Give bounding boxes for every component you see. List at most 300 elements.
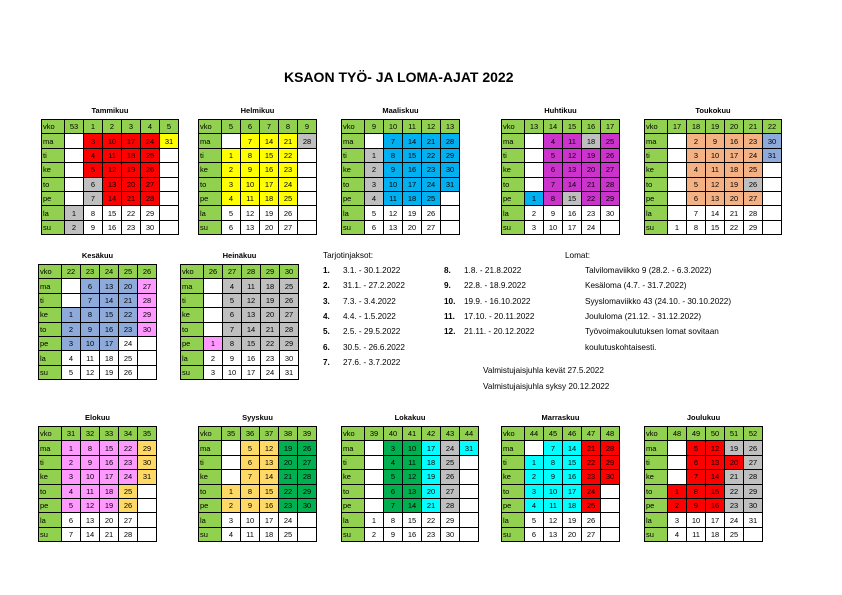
day-cell: 22 bbox=[582, 455, 601, 469]
row-label: pe bbox=[42, 191, 65, 205]
day-cell bbox=[298, 220, 317, 234]
row-label: pe bbox=[39, 336, 62, 350]
month-elokuu bbox=[38, 413, 157, 542]
day-cell: 9 bbox=[384, 527, 403, 541]
day-cell: 7 bbox=[544, 441, 563, 455]
day-cell bbox=[668, 455, 687, 469]
day-cell: 30 bbox=[141, 220, 160, 234]
day-cell: 29 bbox=[744, 484, 763, 498]
day-cell bbox=[601, 484, 620, 498]
day-cell bbox=[668, 134, 687, 148]
day-cell bbox=[65, 148, 84, 162]
day-cell: 18 bbox=[261, 279, 280, 293]
day-cell: 20 bbox=[582, 163, 601, 177]
row-label: la bbox=[181, 351, 204, 365]
day-cell: 23 bbox=[422, 527, 441, 541]
row-label: to bbox=[39, 484, 62, 498]
period-number: 3. bbox=[323, 296, 330, 306]
day-cell: 21 bbox=[582, 177, 601, 191]
day-cell: 19 bbox=[725, 177, 744, 191]
day-cell: 14 bbox=[563, 441, 582, 455]
week-number: 35 bbox=[222, 427, 241, 441]
day-row bbox=[645, 513, 763, 527]
day-row bbox=[39, 322, 157, 336]
day-cell: 28 bbox=[298, 470, 317, 484]
month-table bbox=[198, 426, 317, 542]
day-cell: 14 bbox=[103, 191, 122, 205]
month-title: Elokuu bbox=[84, 413, 110, 422]
week-number: 37 bbox=[260, 427, 279, 441]
day-cell: 29 bbox=[138, 441, 157, 455]
day-cell: 15 bbox=[403, 513, 422, 527]
day-cell: 23 bbox=[119, 455, 138, 469]
day-cell bbox=[298, 191, 317, 205]
day-cell bbox=[525, 134, 544, 148]
day-cell: 22 bbox=[261, 336, 280, 350]
day-cell: 8 bbox=[81, 441, 100, 455]
week-number: 35 bbox=[138, 427, 157, 441]
day-cell: 19 bbox=[122, 163, 141, 177]
week-number: 13 bbox=[441, 120, 460, 134]
day-cell: 23 bbox=[279, 498, 298, 512]
month-table bbox=[341, 426, 479, 542]
day-cell bbox=[525, 177, 544, 191]
day-cell: 26 bbox=[601, 148, 620, 162]
day-cell: 17 bbox=[422, 441, 441, 455]
row-label: su bbox=[39, 527, 62, 541]
day-cell bbox=[365, 498, 384, 512]
row-label: ke bbox=[342, 470, 365, 484]
period-number: 12. bbox=[444, 327, 456, 337]
day-cell: 17 bbox=[242, 365, 261, 379]
period-dates: 3.1. - 30.1.2022 bbox=[343, 266, 401, 275]
holiday-item: Työvoimakoulutuksen lomat sovitaan bbox=[585, 327, 719, 337]
day-cell: 5 bbox=[241, 441, 260, 455]
day-cell: 12 bbox=[260, 441, 279, 455]
day-cell: 11 bbox=[384, 191, 403, 205]
day-cell: 28 bbox=[601, 177, 620, 191]
week-number: 28 bbox=[242, 265, 261, 279]
day-cell bbox=[138, 513, 157, 527]
row-label: la bbox=[502, 513, 525, 527]
row-label: ma bbox=[199, 134, 222, 148]
day-cell: 11 bbox=[544, 498, 563, 512]
day-cell: 15 bbox=[706, 484, 725, 498]
day-cell: 4 bbox=[668, 527, 687, 541]
day-cell: 22 bbox=[582, 191, 601, 205]
day-cell bbox=[668, 148, 687, 162]
month-table bbox=[198, 119, 317, 235]
day-cell: 3 bbox=[62, 470, 81, 484]
day-cell bbox=[204, 322, 223, 336]
row-label: la bbox=[199, 206, 222, 220]
day-cell: 4 bbox=[223, 279, 242, 293]
day-cell: 26 bbox=[141, 163, 160, 177]
period-number: 7. bbox=[323, 357, 330, 367]
day-cell: 6 bbox=[384, 484, 403, 498]
day-cell: 23 bbox=[725, 498, 744, 512]
day-cell bbox=[138, 351, 157, 365]
day-cell: 22 bbox=[119, 441, 138, 455]
day-cell: 15 bbox=[563, 455, 582, 469]
day-row bbox=[342, 498, 479, 512]
day-row bbox=[199, 206, 317, 220]
day-cell: 5 bbox=[544, 148, 563, 162]
month-toukokuu bbox=[644, 106, 782, 235]
day-row bbox=[199, 513, 317, 527]
day-cell bbox=[525, 148, 544, 162]
row-label: su bbox=[39, 365, 62, 379]
day-cell: 20 bbox=[422, 484, 441, 498]
day-cell: 5 bbox=[687, 441, 706, 455]
day-cell: 24 bbox=[261, 365, 280, 379]
day-cell: 15 bbox=[260, 484, 279, 498]
day-cell bbox=[160, 177, 179, 191]
day-cell: 14 bbox=[100, 293, 119, 307]
day-cell: 7 bbox=[544, 177, 563, 191]
day-cell bbox=[668, 441, 687, 455]
day-cell: 2 bbox=[222, 163, 241, 177]
week-number: 8 bbox=[279, 120, 298, 134]
row-label: to bbox=[502, 484, 525, 498]
day-cell: 21 bbox=[725, 470, 744, 484]
day-row bbox=[42, 220, 179, 234]
period-dates: 19.9. - 16.10.2022 bbox=[464, 296, 531, 306]
day-cell: 3 bbox=[384, 441, 403, 455]
day-row bbox=[181, 351, 299, 365]
day-cell: 6 bbox=[62, 513, 81, 527]
day-cell: 8 bbox=[687, 220, 706, 234]
row-label: ti bbox=[502, 148, 525, 162]
day-cell: 1 bbox=[525, 455, 544, 469]
row-label: pe bbox=[645, 191, 668, 205]
day-row bbox=[181, 308, 299, 322]
week-row bbox=[39, 427, 157, 441]
day-cell: 25 bbox=[744, 163, 763, 177]
day-cell: 17 bbox=[563, 484, 582, 498]
day-row bbox=[645, 191, 782, 205]
day-cell: 12 bbox=[242, 293, 261, 307]
day-cell: 7 bbox=[384, 498, 403, 512]
week-number: 47 bbox=[582, 427, 601, 441]
row-label: to bbox=[645, 177, 668, 191]
day-cell: 26 bbox=[279, 206, 298, 220]
day-cell: 31 bbox=[441, 177, 460, 191]
day-row bbox=[342, 470, 479, 484]
day-cell: 26 bbox=[744, 441, 763, 455]
day-cell bbox=[298, 206, 317, 220]
day-row bbox=[199, 177, 317, 191]
day-cell: 19 bbox=[260, 206, 279, 220]
day-cell: 2 bbox=[525, 470, 544, 484]
day-row bbox=[502, 177, 620, 191]
day-cell: 14 bbox=[706, 206, 725, 220]
day-cell: 19 bbox=[261, 293, 280, 307]
day-cell: 5 bbox=[222, 206, 241, 220]
day-cell: 22 bbox=[725, 484, 744, 498]
day-row bbox=[342, 191, 460, 205]
row-label: ma bbox=[39, 279, 62, 293]
row-label: la bbox=[645, 206, 668, 220]
holiday-item: Joululoma (21.12. - 31.12.2022) bbox=[585, 311, 702, 321]
week-number: 50 bbox=[706, 427, 725, 441]
day-cell: 12 bbox=[241, 206, 260, 220]
day-cell: 9 bbox=[384, 163, 403, 177]
day-cell: 8 bbox=[84, 206, 103, 220]
day-row bbox=[39, 484, 157, 498]
period-number: 1. bbox=[323, 266, 330, 275]
day-cell bbox=[525, 163, 544, 177]
day-cell: 4 bbox=[525, 498, 544, 512]
month-title: Heinäkuu bbox=[222, 251, 257, 260]
day-row bbox=[39, 527, 157, 541]
row-label: la bbox=[342, 206, 365, 220]
week-number: 49 bbox=[687, 427, 706, 441]
day-cell: 12 bbox=[706, 441, 725, 455]
day-row bbox=[342, 455, 479, 469]
day-cell: 1 bbox=[65, 206, 84, 220]
day-cell bbox=[138, 484, 157, 498]
day-cell bbox=[298, 148, 317, 162]
day-cell: 22 bbox=[422, 148, 441, 162]
day-cell: 13 bbox=[384, 220, 403, 234]
day-cell: 25 bbox=[279, 191, 298, 205]
week-row bbox=[342, 427, 479, 441]
day-cell: 26 bbox=[280, 293, 299, 307]
day-row bbox=[502, 484, 620, 498]
day-row bbox=[645, 163, 782, 177]
row-label: la bbox=[502, 206, 525, 220]
row-label: ke bbox=[39, 470, 62, 484]
day-cell: 24 bbox=[582, 220, 601, 234]
day-cell: 16 bbox=[563, 206, 582, 220]
day-cell: 1 bbox=[365, 513, 384, 527]
day-cell: 10 bbox=[103, 134, 122, 148]
day-cell bbox=[222, 455, 241, 469]
day-cell bbox=[460, 498, 479, 512]
row-label: la bbox=[342, 513, 365, 527]
row-label: ti bbox=[502, 455, 525, 469]
day-cell: 29 bbox=[601, 455, 620, 469]
day-cell: 20 bbox=[725, 191, 744, 205]
day-cell: 18 bbox=[260, 527, 279, 541]
day-cell: 21 bbox=[422, 134, 441, 148]
day-cell: 25 bbox=[601, 134, 620, 148]
day-cell: 12 bbox=[103, 163, 122, 177]
day-row bbox=[645, 148, 782, 162]
week-number: 17 bbox=[601, 120, 620, 134]
day-cell: 8 bbox=[81, 308, 100, 322]
day-cell bbox=[460, 513, 479, 527]
row-label: ma bbox=[502, 441, 525, 455]
row-label: la bbox=[199, 513, 222, 527]
day-cell: 29 bbox=[280, 336, 299, 350]
day-cell: 17 bbox=[403, 177, 422, 191]
day-cell: 5 bbox=[62, 498, 81, 512]
day-cell: 14 bbox=[706, 470, 725, 484]
day-cell bbox=[441, 206, 460, 220]
day-cell: 16 bbox=[403, 163, 422, 177]
day-row bbox=[39, 470, 157, 484]
day-cell: 11 bbox=[563, 134, 582, 148]
day-cell: 21 bbox=[422, 498, 441, 512]
day-cell: 28 bbox=[744, 470, 763, 484]
day-row bbox=[199, 527, 317, 541]
day-cell: 16 bbox=[242, 351, 261, 365]
row-label: ke bbox=[42, 163, 65, 177]
week-number: 15 bbox=[563, 120, 582, 134]
row-label: la bbox=[42, 206, 65, 220]
day-cell: 3 bbox=[525, 220, 544, 234]
row-label: ke bbox=[342, 163, 365, 177]
month-table bbox=[644, 426, 763, 542]
day-cell: 10 bbox=[241, 177, 260, 191]
row-label: pe bbox=[181, 336, 204, 350]
week-row bbox=[42, 120, 179, 134]
day-cell: 15 bbox=[260, 148, 279, 162]
day-cell: 5 bbox=[384, 470, 403, 484]
day-cell: 29 bbox=[744, 220, 763, 234]
row-label: su bbox=[42, 220, 65, 234]
day-cell: 24 bbox=[744, 148, 763, 162]
month-table bbox=[341, 119, 460, 235]
week-number: 41 bbox=[403, 427, 422, 441]
row-label: pe bbox=[502, 191, 525, 205]
day-cell: 27 bbox=[141, 177, 160, 191]
day-cell: 21 bbox=[279, 470, 298, 484]
holiday-item: Syyslomaviikko 43 (24.10. - 30.10.2022) bbox=[585, 296, 732, 306]
day-cell: 7 bbox=[384, 134, 403, 148]
day-cell: 3 bbox=[365, 177, 384, 191]
day-cell: 13 bbox=[544, 527, 563, 541]
month-title: Kesäkuu bbox=[81, 251, 114, 260]
day-row bbox=[645, 177, 782, 191]
day-cell: 18 bbox=[422, 455, 441, 469]
row-label: vko bbox=[181, 265, 204, 279]
day-row bbox=[39, 498, 157, 512]
day-cell: 23 bbox=[122, 220, 141, 234]
day-cell: 30 bbox=[280, 351, 299, 365]
day-cell: 19 bbox=[563, 513, 582, 527]
day-cell: 16 bbox=[725, 134, 744, 148]
day-cell: 24 bbox=[582, 484, 601, 498]
day-cell: 3 bbox=[222, 177, 241, 191]
week-row bbox=[39, 265, 157, 279]
row-label: pe bbox=[199, 191, 222, 205]
row-label: vko bbox=[645, 427, 668, 441]
periods-title: Tarjotinjaksot: bbox=[323, 251, 374, 260]
week-number: 22 bbox=[62, 265, 81, 279]
day-cell: 11 bbox=[241, 191, 260, 205]
day-cell: 7 bbox=[687, 470, 706, 484]
day-cell: 13 bbox=[563, 163, 582, 177]
day-cell: 9 bbox=[241, 163, 260, 177]
day-cell: 8 bbox=[223, 336, 242, 350]
row-label: ti bbox=[342, 455, 365, 469]
day-cell: 25 bbox=[422, 191, 441, 205]
day-cell: 16 bbox=[403, 527, 422, 541]
day-cell: 15 bbox=[403, 148, 422, 162]
period-dates: 2.5. - 29.5.2022 bbox=[343, 327, 401, 337]
row-label: su bbox=[342, 220, 365, 234]
day-cell bbox=[138, 498, 157, 512]
day-cell: 2 bbox=[62, 455, 81, 469]
day-cell bbox=[160, 191, 179, 205]
day-cell bbox=[298, 177, 317, 191]
day-cell: 27 bbox=[441, 484, 460, 498]
day-cell: 10 bbox=[241, 513, 260, 527]
day-cell: 23 bbox=[422, 163, 441, 177]
day-cell: 5 bbox=[62, 365, 81, 379]
day-cell: 12 bbox=[81, 365, 100, 379]
week-row bbox=[645, 120, 782, 134]
day-cell: 10 bbox=[403, 441, 422, 455]
day-row bbox=[42, 206, 179, 220]
lomat-title: Lomat: bbox=[565, 251, 591, 260]
row-label: vko bbox=[39, 427, 62, 441]
day-row bbox=[502, 527, 620, 541]
day-cell: 1 bbox=[365, 148, 384, 162]
week-number: 46 bbox=[563, 427, 582, 441]
day-cell bbox=[65, 177, 84, 191]
day-cell: 25 bbox=[441, 455, 460, 469]
month-maaliskuu bbox=[341, 106, 460, 235]
row-label: ke bbox=[645, 470, 668, 484]
day-row bbox=[342, 206, 460, 220]
day-cell: 19 bbox=[422, 470, 441, 484]
day-cell bbox=[365, 134, 384, 148]
day-cell: 13 bbox=[706, 455, 725, 469]
day-cell: 30 bbox=[298, 498, 317, 512]
day-cell: 23 bbox=[582, 206, 601, 220]
day-row bbox=[199, 220, 317, 234]
row-label: vko bbox=[502, 120, 525, 134]
day-cell: 27 bbox=[582, 527, 601, 541]
month-title: Maaliskuu bbox=[382, 106, 419, 115]
day-cell: 7 bbox=[241, 470, 260, 484]
period-number: 5. bbox=[323, 327, 330, 337]
day-cell: 6 bbox=[84, 177, 103, 191]
week-number: 3 bbox=[122, 120, 141, 134]
week-number: 11 bbox=[403, 120, 422, 134]
day-cell bbox=[441, 220, 460, 234]
week-row bbox=[502, 427, 620, 441]
day-cell: 9 bbox=[544, 470, 563, 484]
row-label: vko bbox=[342, 120, 365, 134]
day-cell bbox=[298, 513, 317, 527]
week-number: 36 bbox=[241, 427, 260, 441]
day-row bbox=[42, 163, 179, 177]
week-number: 4 bbox=[141, 120, 160, 134]
day-cell: 16 bbox=[100, 322, 119, 336]
day-row bbox=[42, 177, 179, 191]
day-cell: 13 bbox=[403, 484, 422, 498]
period-number: 2. bbox=[323, 281, 330, 291]
day-cell: 17 bbox=[100, 336, 119, 350]
day-cell: 4 bbox=[222, 527, 241, 541]
day-cell: 30 bbox=[763, 134, 782, 148]
day-cell: 7 bbox=[81, 293, 100, 307]
week-row bbox=[181, 265, 299, 279]
day-cell: 2 bbox=[222, 498, 241, 512]
row-label: pe bbox=[342, 498, 365, 512]
day-cell: 25 bbox=[119, 484, 138, 498]
day-cell: 2 bbox=[668, 498, 687, 512]
day-row bbox=[645, 441, 763, 455]
day-row bbox=[342, 441, 479, 455]
day-cell: 28 bbox=[280, 322, 299, 336]
day-row bbox=[342, 134, 460, 148]
